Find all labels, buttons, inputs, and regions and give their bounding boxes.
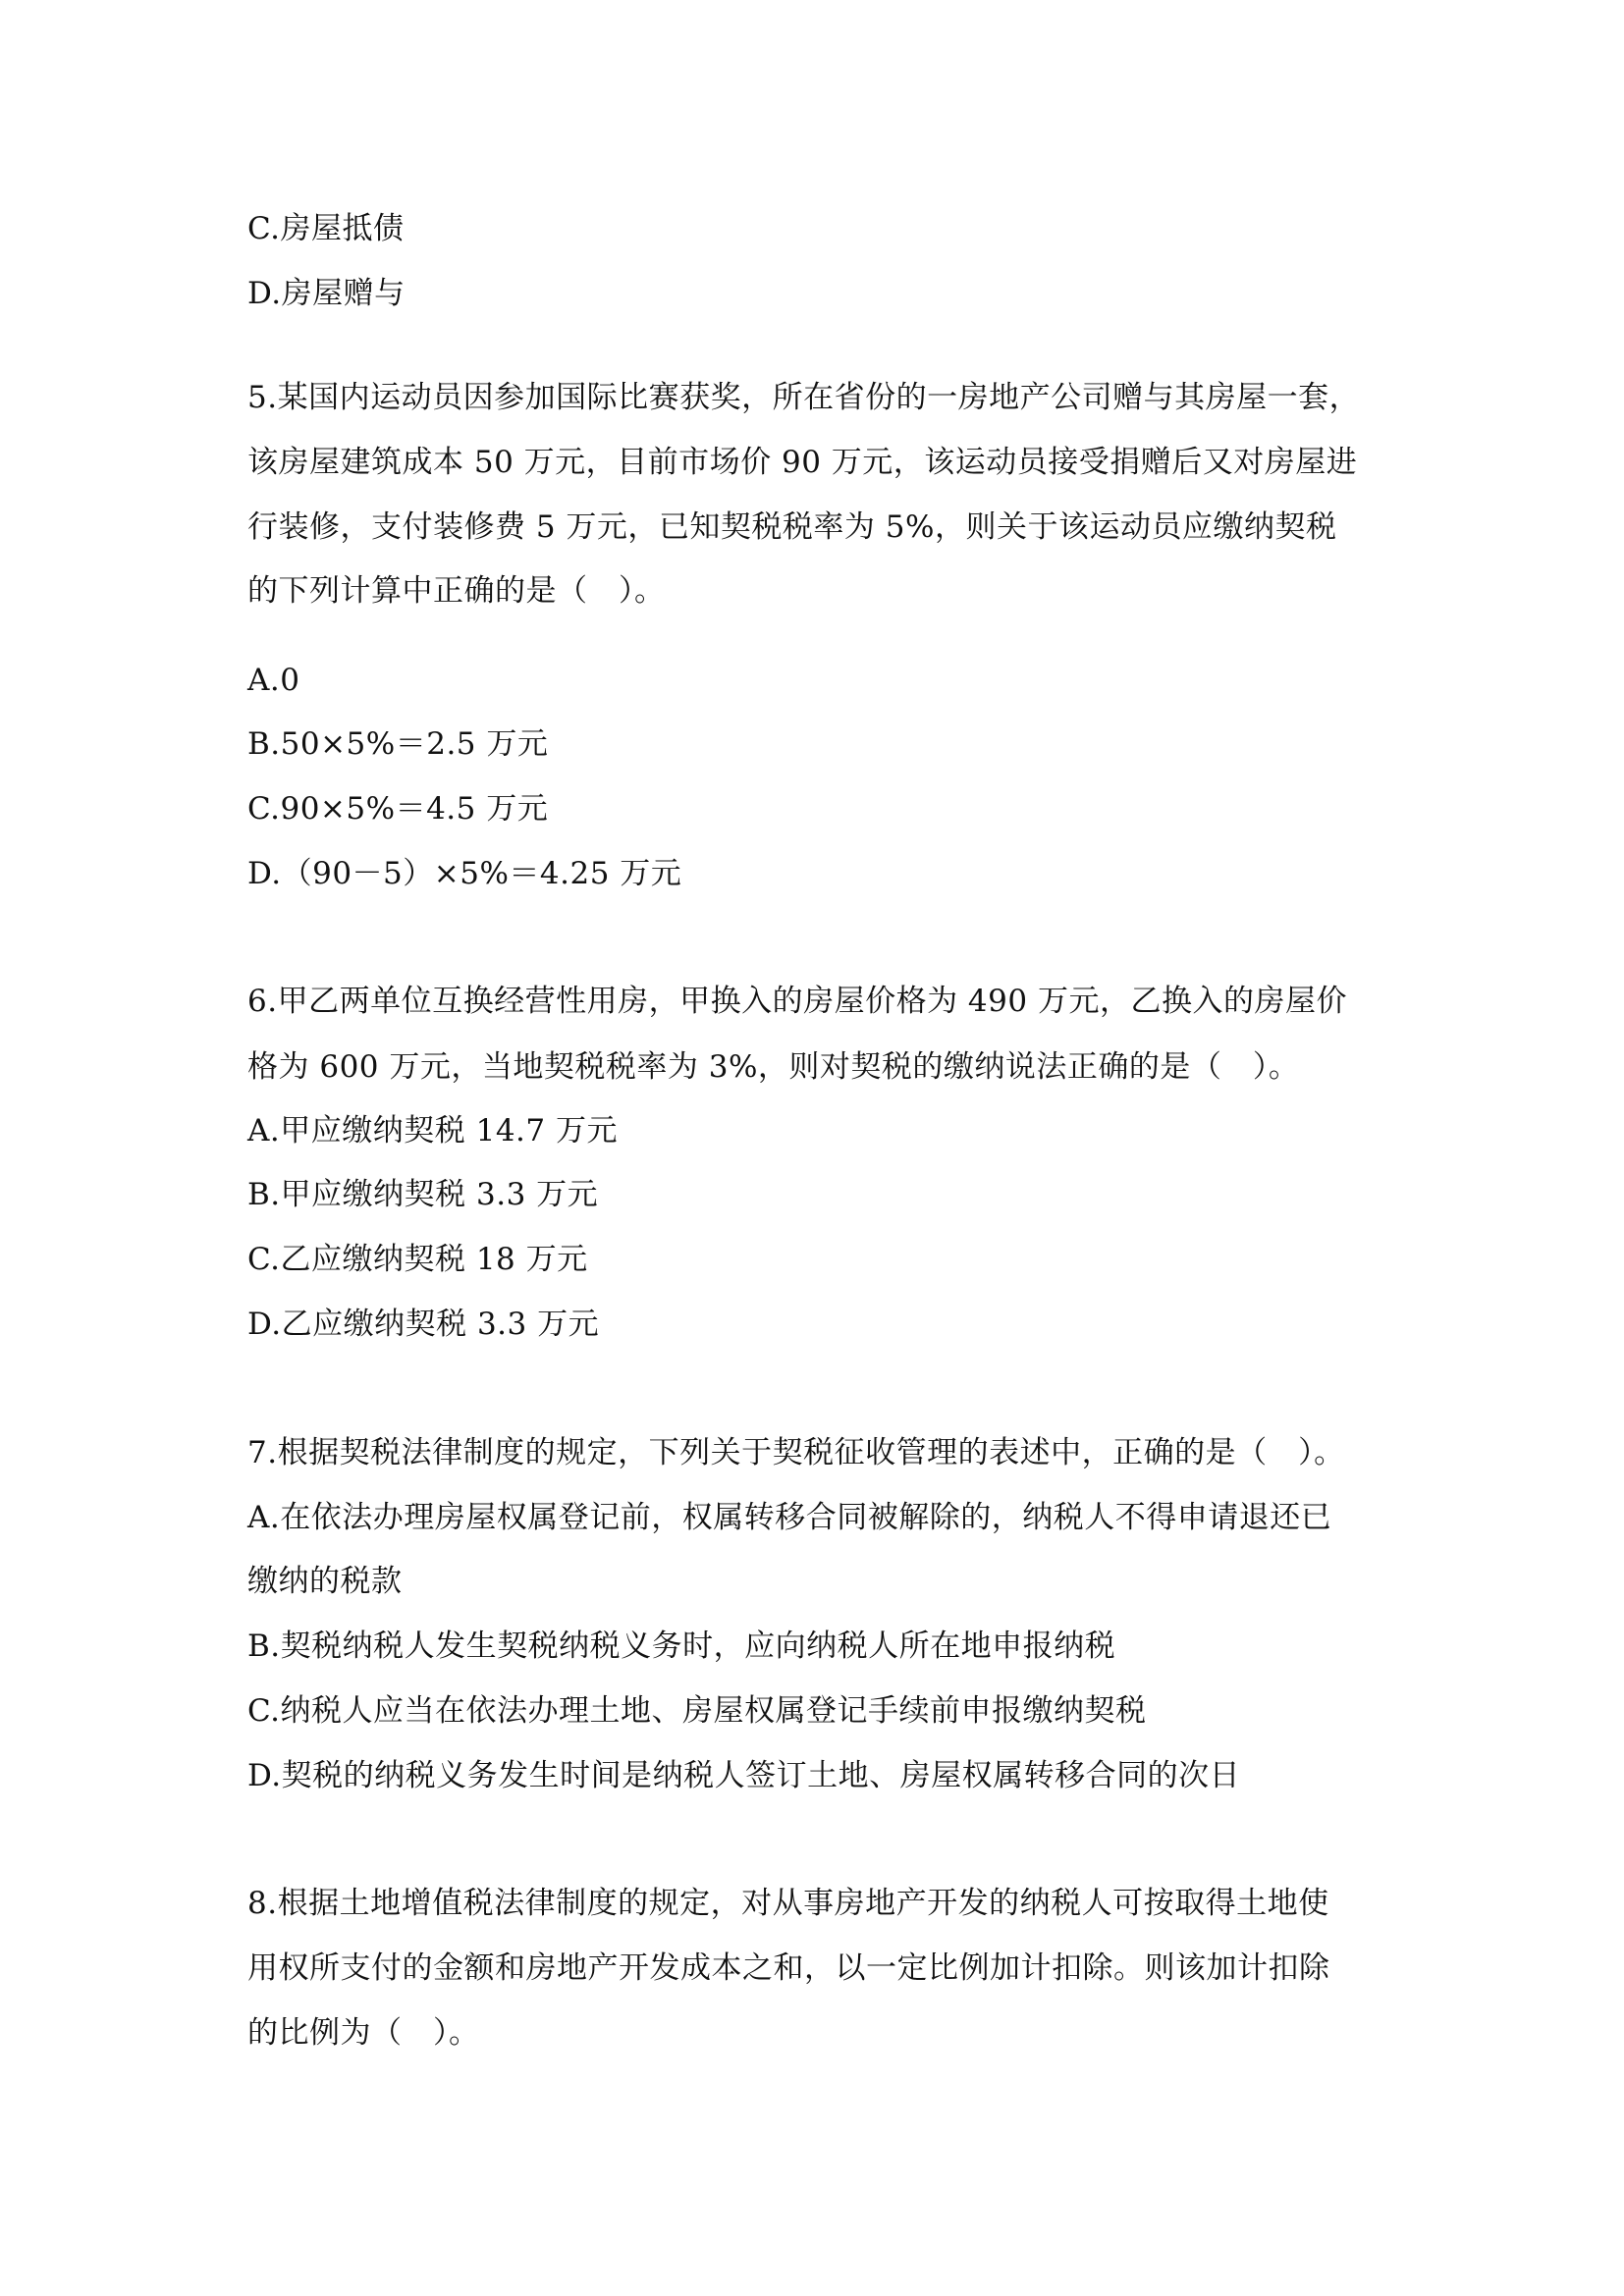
- question-6-stem-line-1: 6.甲乙两单位互换经营性用房，甲换入的房屋价格为 490 万元，乙换入的房屋价: [247, 984, 1347, 1019]
- option-c-prev: C.房屋抵债: [247, 211, 405, 246]
- question-5-option-b: B.50×5%＝2.5 万元: [247, 726, 549, 762]
- question-5-option-a: A.0: [247, 663, 300, 698]
- question-7-option-d: D.契税的纳税义务发生时间是纳税人签订土地、房屋权属转移合同的次日: [247, 1758, 1241, 1793]
- question-6-option-a: A.甲应缴纳契税 14.7 万元: [247, 1113, 618, 1148]
- question-6-stem-line-2: 格为 600 万元，当地契税税率为 3%，则对契税的缴纳说法正确的是（ ）。: [247, 1049, 1300, 1085]
- question-5-stem-line-1: 5.某国内运动员因参加国际比赛获奖，所在省份的一房地产公司赠与其房屋一套，: [247, 380, 1361, 415]
- question-7-option-b: B.契税纳税人发生契税纳税义务时，应向纳税人所在地申报纳税: [247, 1629, 1116, 1664]
- question-7-stem-line-1: 7.根据契税法律制度的规定，下列关于契税征收管理的表述中，正确的是（ ）。: [247, 1435, 1345, 1470]
- question-7-option-a-line-1: A.在依法办理房屋权属登记前，权属转移合同被解除的，纳税人不得申请退还已: [247, 1500, 1332, 1535]
- question-5-stem-line-4: 的下列计算中正确的是（ ）。: [247, 573, 666, 609]
- question-8-stem-line-2: 用权所支付的金额和房地产开发成本之和，以一定比例加计扣除。则该加计扣除: [247, 1950, 1330, 1986]
- question-6-option-b: B.甲应缴纳契税 3.3 万元: [247, 1177, 599, 1212]
- question-5-option-c: C.90×5%＝4.5 万元: [247, 791, 549, 827]
- option-d-prev: D.房屋赠与: [247, 276, 406, 311]
- question-7-option-c: C.纳税人应当在依法办理土地、房屋权属登记手续前申报缴纳契税: [247, 1693, 1147, 1729]
- question-5-option-d: D.（90－5）×5%＝4.25 万元: [247, 856, 682, 891]
- question-8-stem-line-1: 8.根据土地增值税法律制度的规定，对从事房地产开发的纳税人可按取得土地使: [247, 1886, 1329, 1921]
- question-7-option-a-line-2: 缴纳的税款: [247, 1564, 403, 1599]
- question-6-option-c: C.乙应缴纳契税 18 万元: [247, 1242, 588, 1277]
- question-5-stem-line-3: 行装修，支付装修费 5 万元，已知契税税率为 5%，则关于该运动员应缴纳契税: [247, 509, 1337, 545]
- question-6-option-d: D.乙应缴纳契税 3.3 万元: [247, 1307, 600, 1342]
- question-8-stem-line-3: 的比例为（ ）。: [247, 2015, 480, 2051]
- question-5-stem-line-2: 该房屋建筑成本 50 万元，目前市场价 90 万元，该运动员接受捐赠后又对房屋进: [247, 445, 1358, 480]
